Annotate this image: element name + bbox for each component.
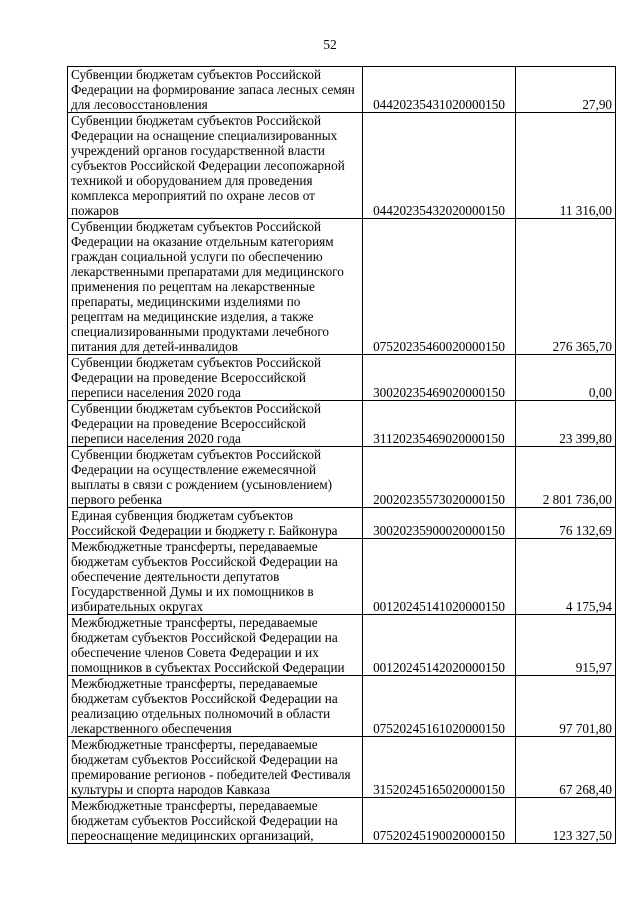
description-line: специализированными продуктами лечебного — [71, 324, 330, 339]
description-line: помощников в субъектах Российской Федерации — [71, 660, 345, 675]
description-line: бюджетам субъектов Российской Федерации на — [71, 630, 338, 645]
description-line: обеспечение членов Совета Федерации и их — [71, 645, 319, 660]
table-row — [68, 219, 616, 355]
row-value: 2 801 736,00 — [516, 447, 616, 508]
description-line: Субвенции бюджетам субъектов Российской — [71, 219, 322, 234]
description-line: Федерации на осуществление ежемесячной — [71, 462, 317, 477]
description-line: лекарственного обеспечения — [71, 721, 232, 736]
row-code: 30020235900020000150 — [363, 508, 516, 539]
page-number: 52 — [323, 37, 337, 52]
description-line: лекарственными препаратами для медицинского — [71, 264, 344, 279]
row-value: 97 701,80 — [516, 676, 616, 737]
description-line: премирование регионов - победителей Фестиваля — [71, 767, 351, 782]
description-line: Субвенции бюджетам субъектов Российской — [71, 67, 322, 82]
row-value: 76 132,69 — [516, 508, 616, 539]
description-line: применения по рецептам на лекарственные — [71, 279, 315, 294]
description-line: Федерации на проведение Всероссийской — [71, 370, 306, 385]
table-row — [68, 447, 616, 508]
budget-table — [67, 66, 616, 844]
description-line: бюджетам субъектов Российской Федерации на — [71, 554, 338, 569]
row-description — [68, 355, 363, 401]
description-line: комплекса мероприятий по охране лесов от — [71, 188, 315, 203]
description-line: рецептам на медицинские изделия, а также — [71, 309, 314, 324]
description-line: Субвенции бюджетам субъектов Российской — [71, 113, 322, 128]
description-line: Единая субвенция бюджетам субъектов — [71, 508, 294, 523]
row-description — [68, 401, 363, 447]
description-line: для лесовосстановления — [71, 97, 208, 112]
description-line: выплаты в связи с рождением (усыновлением) — [71, 477, 333, 492]
description-line: переписи населения 2020 года — [71, 385, 241, 400]
table-row — [68, 798, 616, 844]
row-value: 67 268,40 — [516, 737, 616, 798]
row-value: 123 327,50 — [516, 798, 616, 844]
row-code: 04420235431020000150 — [363, 67, 516, 113]
description-line: Субвенции бюджетам субъектов Российской — [71, 355, 322, 370]
description-line: пожаров — [71, 203, 119, 218]
description-line: Межбюджетные трансферты, передаваемые — [71, 737, 318, 752]
table-row — [68, 67, 616, 113]
description-line: бюджетам субъектов Российской Федерации на — [71, 691, 338, 706]
description-line: питания для детей-инвалидов — [71, 339, 238, 354]
row-value: 11 316,00 — [516, 113, 616, 219]
description-line: переписи населения 2020 года — [71, 431, 241, 446]
table-body — [68, 67, 616, 844]
description-line: Межбюджетные трансферты, передаваемые — [71, 676, 318, 691]
row-value: 915,97 — [516, 615, 616, 676]
description-line: Межбюджетные трансферты, передаваемые — [71, 798, 318, 813]
description-line: Российской Федерации и бюджету г. Байконура — [71, 523, 338, 538]
description-line: обеспечение деятельности депутатов — [71, 569, 280, 584]
description-line: Субвенции бюджетам субъектов Российской — [71, 401, 322, 416]
row-code: 07520245161020000150 — [363, 676, 516, 737]
row-code: 04420235432020000150 — [363, 113, 516, 219]
description-line: Межбюджетные трансферты, передаваемые — [71, 615, 318, 630]
description-line: препараты, медицинскими изделиями по — [71, 294, 301, 309]
description-line: Субвенции бюджетам субъектов Российской — [71, 447, 322, 462]
row-value: 27,90 — [516, 67, 616, 113]
description-line: Межбюджетные трансферты, передаваемые — [71, 539, 318, 554]
row-code: 00120245141020000150 — [363, 539, 516, 615]
row-code: 07520245190020000150 — [363, 798, 516, 844]
row-description — [68, 67, 363, 113]
description-line: избирательных округах — [71, 599, 204, 614]
description-line: учреждений органов государственной власти — [71, 143, 325, 158]
row-value: 276 365,70 — [516, 219, 616, 355]
description-line: культуры и спорта народов Кавказа — [71, 782, 270, 797]
row-code: 00120245142020000150 — [363, 615, 516, 676]
description-line: техникой и оборудованием для проведения — [71, 173, 313, 188]
row-description — [68, 508, 363, 539]
table-row — [68, 113, 616, 219]
table-row — [68, 676, 616, 737]
table-row — [68, 737, 616, 798]
row-description — [68, 219, 363, 355]
description-line: реализацию отдельных полномочий в области — [71, 706, 331, 721]
description-line: бюджетам субъектов Российской Федерации на — [71, 813, 338, 828]
row-value: 4 175,94 — [516, 539, 616, 615]
row-description — [68, 539, 363, 615]
row-description — [68, 798, 363, 844]
row-code: 31520245165020000150 — [363, 737, 516, 798]
row-code: 07520235460020000150 — [363, 219, 516, 355]
row-description — [68, 737, 363, 798]
row-description — [68, 447, 363, 508]
row-description — [68, 615, 363, 676]
row-code: 31120235469020000150 — [363, 401, 516, 447]
description-line: бюджетам субъектов Российской Федерации на — [71, 752, 338, 767]
description-line: Государственной Думы и их помощников в — [71, 584, 314, 599]
row-code: 30020235469020000150 — [363, 355, 516, 401]
table-row — [68, 355, 616, 401]
row-value: 23 399,80 — [516, 401, 616, 447]
table-row — [68, 615, 616, 676]
row-description — [68, 676, 363, 737]
description-line: субъектов Российской Федерации лесопожарной — [71, 158, 345, 173]
row-value: 0,00 — [516, 355, 616, 401]
description-line: первого ребенка — [71, 492, 163, 507]
row-code: 20020235573020000150 — [363, 447, 516, 508]
table-row — [68, 401, 616, 447]
description-line: Федерации на формирование запаса лесных семян — [71, 82, 355, 97]
table-row — [68, 508, 616, 539]
description-line: Федерации на оказание отдельным категориям — [71, 234, 334, 249]
description-line: переоснащение медицинских организаций, — [71, 828, 314, 843]
row-description — [68, 113, 363, 219]
description-line: граждан социальной услуги по обеспечению — [71, 249, 323, 264]
description-line: Федерации на оснащение специализированных — [71, 128, 338, 143]
table-row — [68, 539, 616, 615]
description-line: Федерации на проведение Всероссийской — [71, 416, 306, 431]
